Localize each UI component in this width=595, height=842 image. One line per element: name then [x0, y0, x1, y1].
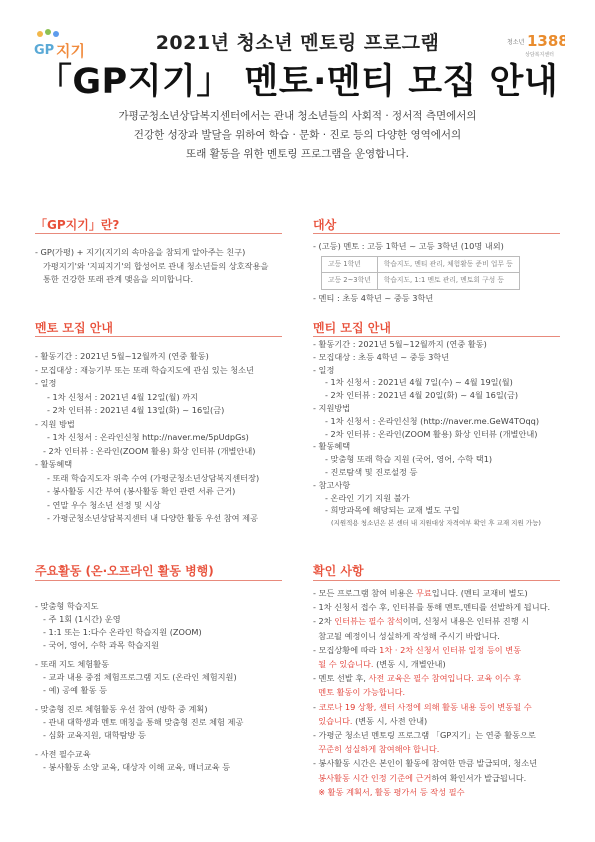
list-item: - 교과 내용 중점 체험프로그램 지도 (온라인 체험지원) — [43, 672, 237, 682]
highlight-text: 사전 교육은 필수 참여입니다. 교육 이수 후 — [368, 673, 522, 684]
list-item — [313, 728, 550, 742]
list-item: - 참고사항 — [313, 479, 351, 490]
text-span: (변동 시, 개별안내) — [373, 659, 446, 670]
activities-body — [35, 600, 243, 780]
list-item: - 주 1회 (1시간) 운영 — [43, 614, 121, 624]
list-item — [313, 742, 550, 756]
target-title: 대상 — [313, 218, 337, 232]
list-item — [313, 614, 550, 628]
mentee-divider — [313, 336, 560, 337]
list-item: - 모집대상 : 재능기부 또는 또래 학습지도에 관심 있는 청소년 — [35, 364, 254, 375]
text-span: (변동 시, 사전 안내) — [352, 715, 428, 726]
check-title: 확인 사항 — [313, 564, 364, 578]
list-item: - 봉사활동 시간 부여 (봉사활동 확인 관련 서류 근거) — [47, 486, 236, 496]
list-item — [313, 586, 550, 600]
mentor-divider — [35, 336, 282, 337]
text-span: - 2차 — [313, 616, 335, 627]
program-subtitle: 2021년 청소년 멘토링 프로그램 — [155, 32, 440, 54]
list-item: - 지원 방법 — [35, 418, 75, 429]
list-item: - 맞춤형 학습지도 — [35, 601, 99, 611]
list-item — [313, 671, 550, 685]
text-span: - 가평군 청소년 멘토링 프로그램 「GP지기」는 연중 활동으로 — [313, 730, 536, 741]
text-span: - 봉사활동 시간은 본인이 활동에 참여한 만큼 발급되며, 청소년 — [313, 758, 538, 769]
highlight-text: 있습니다. — [318, 715, 353, 726]
highlight-text: 인터뷰는 필수 참석 — [334, 616, 403, 627]
list-item: - 가평군청소년상담복지센터 내 다양한 활동 우선 참여 제공 — [47, 513, 258, 523]
highlight-text: 꾸준히 성실하게 참여해야 합니다. — [318, 744, 440, 755]
list-item: - 관내 대학생과 멘토 매칭을 통해 맞춤형 진로 체험 제공 — [43, 717, 244, 727]
list-item: - 2차 인터뷰 : 온라인(ZOOM 활용) 화상 인터뷰 (개별안내) — [43, 445, 256, 456]
highlight-text: 멘토 활동이 가능합니다. — [318, 687, 406, 698]
list-item: - 1차 신청서 : 2021년 4월 7일(수) ~ 4월 19일(월) — [325, 377, 513, 388]
highlight-text: 1차 · 2차 신청서 인터뷰 일정 등이 변동 — [379, 644, 522, 655]
mentor-body — [35, 350, 259, 526]
list-item — [313, 785, 550, 799]
list-item — [313, 756, 550, 770]
check-divider — [313, 580, 560, 581]
mentee-body — [313, 338, 541, 530]
highlight-text: 봉사활동 시간 인정 기준에 근거 — [318, 772, 432, 783]
intro-text: 가평군청소년상담복지센터에서는 관내 청소년들의 사회적 · 정서적 측면에서의 건강한 성장과 발달을 위하여 학습 · 문화 · 진로 등의 다양한 영역에서의 또래 활동을 위한 멘토링 프로그램을 운영합니다. — [118, 110, 477, 160]
list-item: - 활동기간 : 2021년 5월~12월까지 (연중 활동) — [313, 339, 487, 349]
list-item: - 희망과목에 해당되는 교재 별도 구입 — [325, 505, 460, 516]
highlight-text: 될 수 있습니다. — [318, 659, 374, 670]
list-item: - 온라인 기기 지원 불가 — [325, 492, 410, 503]
target-divider — [313, 233, 560, 234]
list-item: - 심화 교육지원, 대학탐방 등 — [43, 730, 146, 740]
text-span: 참고될 예정이니 성실하게 작성해 주시기 바랍니다. — [313, 630, 500, 641]
list-item — [313, 657, 550, 671]
list-item: - 진로탐색 및 진로설정 등 — [325, 466, 418, 477]
about-divider — [35, 233, 282, 234]
check-body — [313, 586, 550, 799]
list-item: - 일정 — [313, 364, 335, 375]
svg-text:GP: GP — [34, 43, 55, 58]
list-item: - 사전 필수교육 — [35, 749, 91, 759]
about-title: 「GP지기」란? — [35, 218, 120, 232]
list-item: - 예) 공예 활동 등 — [43, 685, 108, 695]
list-item: - 봉사활동 소양 교육, 대상자 이해 교육, 매너교육 등 — [43, 762, 231, 772]
highlight-text: 무료 — [415, 588, 432, 598]
list-item: - 모집대상 : 초등 4학년 ~ 중등 3학년 — [313, 351, 450, 362]
list-item: - 2차 인터뷰 : 온라인(ZOOM 활용) 화상 인터뷰 (개별안내) — [325, 428, 538, 439]
list-item: - 1차 신청서 : 온라인신청 (http://naver.me.GeW4TOqq) — [325, 415, 540, 426]
list-item: - 2차 인터뷰 : 2021년 4월 13일(화) ~ 16일(금) — [47, 405, 225, 415]
highlight-text: 코로나 19 상황, 센터 사정에 의해 활동 내용 등이 변동될 수 — [318, 701, 532, 712]
activities-title: 주요활동 (온·오프라인 활동 병행) — [35, 564, 214, 578]
spacer — [35, 774, 243, 780]
activities-divider — [35, 580, 282, 581]
list-item: - 맞춤형 또래 학습 지원 (국어, 영어, 수학 택1) — [325, 454, 493, 465]
list-item — [313, 700, 550, 714]
list-item — [313, 714, 550, 728]
list-item: (지원적용 청소년은 본 센터 내 지원대상 자격여부 확인 후 교재 지원 가능) — [331, 519, 541, 528]
svg-text:청소년: 청소년 — [507, 39, 525, 46]
list-item: - 활동혜택 — [35, 459, 73, 469]
list-item: - 활동혜택 — [313, 441, 351, 452]
mentee-title: 멘티 모집 안내 — [313, 321, 391, 335]
about-body: - GP(가평) + 지기(지기의 속마음을 참되게 알아주는 친구) 가평지기'와 '지피지기'의 합성어로 관내 청소년들의 상호작용을 통한 건강한 또래 관계 맺음을 의미합니다. — [35, 247, 269, 284]
target-body: - (고등) 멘토 : 고등 1학년 ~ 고등 3학년 (10명 내외) 고등 1학년 학습지도, 멘티 관리, 체험활동 준비 업무 등 고등 2~3학년 학습지도, 1:1 멘토 관리, 멘토회 구성 등 - 멘티 : 초등 4학년 ~ 중등 3학년 — [313, 240, 520, 305]
svg-text:상담복지센터: 상담복지센터 — [525, 52, 554, 58]
text-span: - 멘토 선발 후, — [313, 673, 369, 684]
highlight-text: ※ 활동 계획서, 활동 평가서 등 작성 필수 — [318, 786, 465, 797]
list-item: - 또래 학습지도자 위촉 수여 (가평군청소년상담복지센터장) — [47, 472, 260, 483]
text-span: - 모든 프로그램 참여 비용은 — [313, 588, 416, 598]
list-item: - 일정 — [35, 378, 57, 388]
text-span: 입니다. (멘티 교재비 별도) — [431, 588, 528, 598]
list-item: - 지원방법 — [313, 402, 351, 413]
list-item — [313, 629, 550, 643]
list-item — [313, 643, 550, 657]
list-item: - 1차 신청서 : 2021년 4월 12일(월) 까지 — [47, 391, 199, 402]
text-span: - — [313, 701, 319, 712]
list-item — [313, 771, 550, 785]
text-span: - 모집상황에 따라 — [313, 644, 380, 655]
text-span: 하여 확인서가 발급됩니다. — [431, 772, 527, 783]
list-item: - 활동기간 : 2021년 5월~12월까지 (연중 활동) — [35, 351, 209, 361]
list-item: - 2차 인터뷰 : 2021년 4월 20일(화) ~ 4월 16일(금) — [325, 390, 519, 401]
mentor-title: 멘토 모집 안내 — [35, 321, 113, 335]
text-span: - 1차 신청서 접수 후, 인터뷰를 통해 멘토,멘티를 선발하게 됩니다. — [313, 602, 551, 613]
list-item: - 1차 신청서 : 온라인신청 http://naver.me/5pUdpGs) — [47, 432, 249, 442]
text-span: 이며, 신청서 내용은 인터뷰 진행 시 — [402, 616, 530, 627]
list-item: - 1:1 또는 1:다수 온라인 학습지원 (ZOOM) — [43, 627, 202, 637]
target-table: 고등 1학년 학습지도, 멘티 관리, 체험활동 준비 업무 등 고등 2~3학년 학습지도, 1:1 멘토 관리, 멘토회 구성 등 — [321, 256, 520, 290]
list-item — [313, 600, 550, 614]
page-title: 「GP지기」 멘토·멘티 모집 안내 — [36, 62, 559, 102]
list-item: - 맞춤형 진로 체험활동 우선 참여 (방학 중 계획) — [35, 704, 208, 714]
svg-text:지기: 지기 — [56, 42, 85, 60]
list-item — [313, 685, 550, 699]
list-item: - 국어, 영어, 수학 과목 학습지원 — [43, 640, 160, 650]
list-item: - 또래 지도 체험활동 — [35, 659, 110, 669]
list-item: - 연말 우수 청소년 선정 및 시상 — [47, 499, 161, 510]
svg-text:1388: 1388 — [527, 32, 565, 50]
